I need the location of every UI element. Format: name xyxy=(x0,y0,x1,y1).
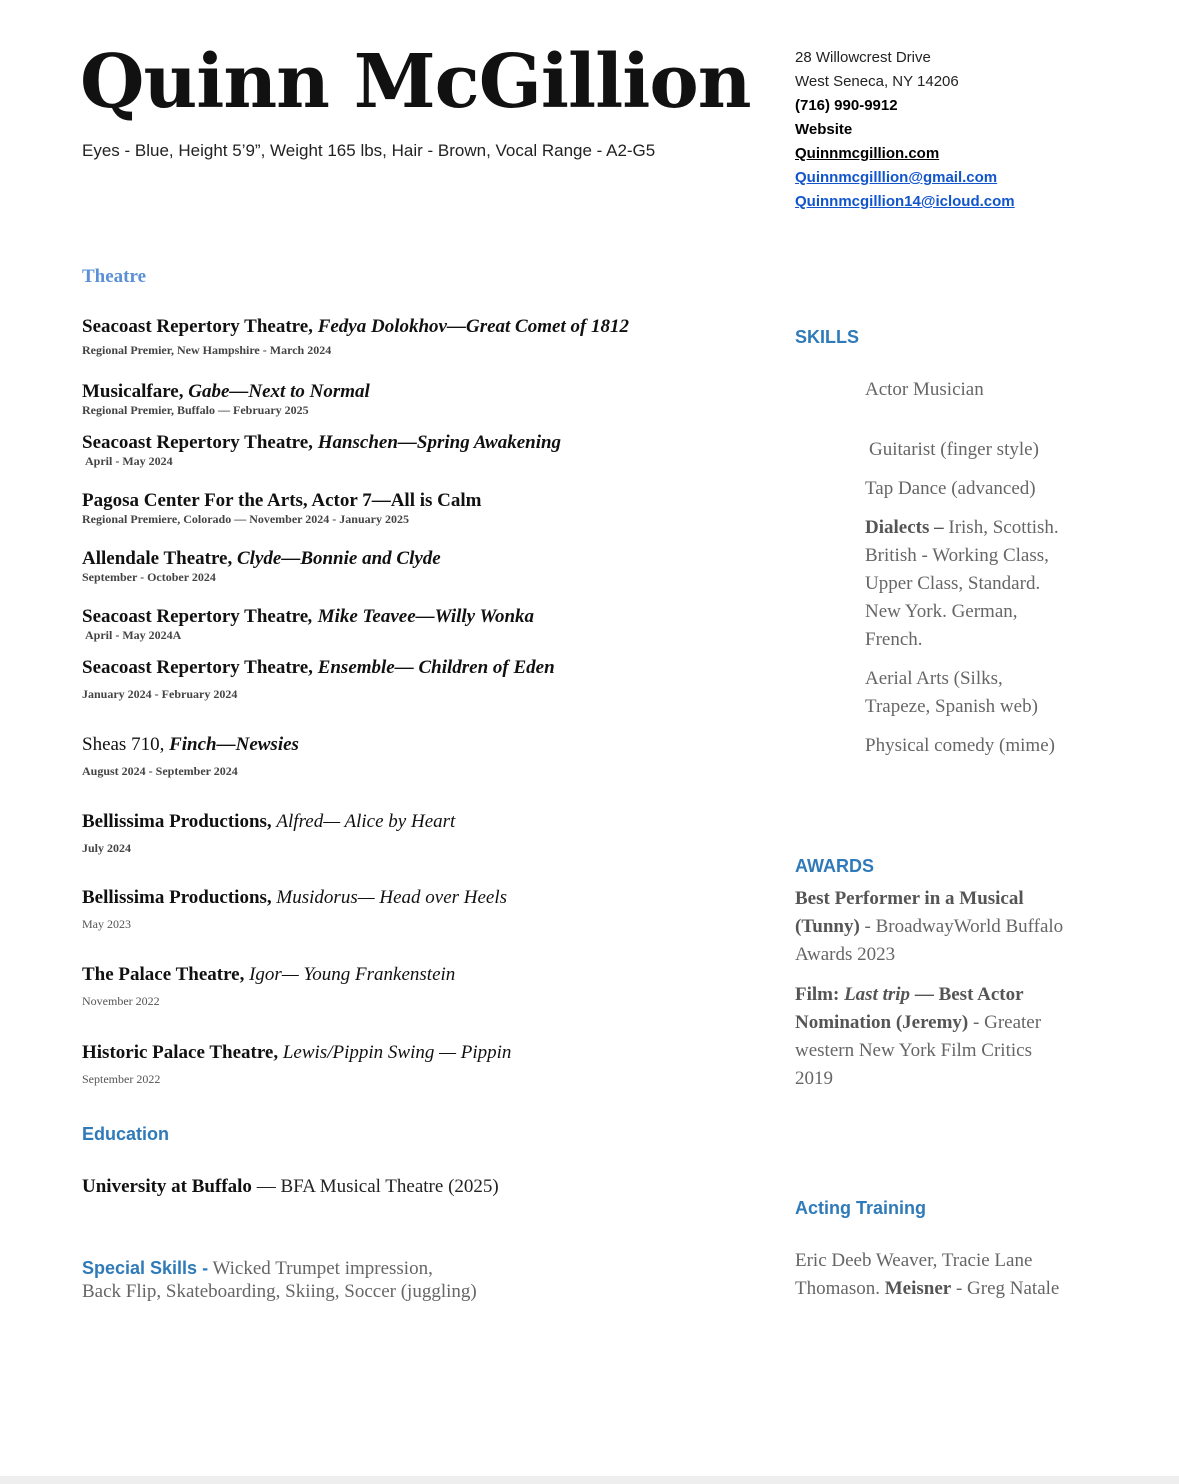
entry-details: September - October 2024 xyxy=(82,569,216,584)
website-link[interactable]: Quinnmcgillion.com xyxy=(795,145,940,162)
special-skills-label: Special Skills - xyxy=(82,1258,209,1278)
entry-role: Fedya Dolokhov—Great Comet of 1812 xyxy=(317,316,630,337)
entry-role: Musidorus— Head over Heels xyxy=(276,887,508,908)
entry-org: Pagosa Center For the Arts, Actor 7—All is Calm xyxy=(82,490,482,511)
skill-aerial-arts: Aerial Arts (Silks, Trapeze, Spanish web) xyxy=(865,668,1038,717)
entry-role: , Mike Teavee—Willy Wonka xyxy=(308,606,535,627)
dialects-label: Dialects – xyxy=(865,517,944,538)
email-link-icloud[interactable]: Quinnmcgillion14@icloud.com xyxy=(795,193,1015,210)
theatre-entry xyxy=(82,606,534,643)
special-skills-line-2: Back Flip, Skateboarding, Skiing, Soccer (juggling) xyxy=(82,1281,477,1302)
skills-heading: SKILLS xyxy=(795,327,860,347)
entry-org: Bellissima Productions, xyxy=(82,811,272,832)
entry-details: Regional Premiere, Colorado — November 2024 - January 2025 xyxy=(82,511,409,526)
entry-role: Lewis/Pippin Swing — Pippin xyxy=(282,1042,512,1063)
entry-org: Bellissima Productions, xyxy=(82,887,272,908)
entry-details: May 2023 xyxy=(82,916,131,931)
entry-role: Ensemble— Children of Eden xyxy=(317,657,555,678)
entry-role: Finch—Newsies xyxy=(169,734,299,755)
entry-org: The Palace Theatre, xyxy=(82,964,245,985)
entry-details: January 2024 - February 2024 xyxy=(82,686,238,701)
skills-list xyxy=(865,376,1065,771)
entry-org: Seacoast Repertory Theatre xyxy=(82,606,309,627)
theatre-entry xyxy=(82,887,507,932)
contact-block xyxy=(795,46,1015,214)
entry-role: Clyde—Bonnie and Clyde xyxy=(237,548,441,569)
entry-details: April - May 2024A xyxy=(85,627,182,642)
entry-org: Historic Palace Theatre, xyxy=(82,1042,279,1063)
entry-details: Regional Premier, New Hampshire - March 2024 xyxy=(82,342,332,357)
awards-list xyxy=(795,885,1070,1105)
physical-stats: Eyes - Blue, Height 5’9”, Weight 165 lbs, Hair - Brown, Vocal Range - A2-G5 xyxy=(82,141,656,160)
entry-role: Alfred— Alice by Heart xyxy=(276,811,456,832)
entry-role: Igor— Young Frankenstein xyxy=(249,964,456,985)
skill-physical-comedy: Physical comedy (mime) xyxy=(865,735,1055,756)
phone-number: (716) 990-9912 xyxy=(795,97,898,114)
entry-org: Allendale Theatre, xyxy=(82,548,233,569)
school-name: University at Buffalo xyxy=(82,1176,252,1197)
theatre-entry xyxy=(82,734,299,779)
skill-tap-dance: Tap Dance (advanced) xyxy=(865,478,1036,499)
entry-org: Seacoast Repertory Theatre, xyxy=(82,432,313,453)
candidate-name: Quinn McGillion xyxy=(80,39,751,125)
theatre-entry xyxy=(82,432,561,469)
special-skills-line-1: Wicked Trumpet impression, xyxy=(208,1258,433,1279)
email-link-gmail[interactable]: Quinnmcgilllion@gmail.com xyxy=(795,169,998,186)
entry-details: April - May 2024 xyxy=(85,453,173,468)
meisner-label: Meisner xyxy=(884,1278,952,1299)
entry-org: Seacoast Repertory Theatre, xyxy=(82,316,313,337)
address-line-1: 28 Willowcrest Drive xyxy=(795,49,931,66)
entry-details: September 2022 xyxy=(82,1071,161,1086)
degree: — BFA Musical Theatre (2025) xyxy=(251,1176,499,1197)
entry-org: Sheas 710, xyxy=(82,734,165,755)
theatre-entry xyxy=(82,548,441,585)
entry-org: Musicalfare, xyxy=(82,381,184,402)
dialects-list: Irish, Scottish. British - Working Class, Upper Class, Standard. New York. German, French. xyxy=(865,517,1059,650)
entry-details: November 2022 xyxy=(82,993,160,1008)
education-heading: Education xyxy=(82,1124,170,1144)
address-line-2: West Seneca, NY 14206 xyxy=(795,73,959,90)
skill-dialects xyxy=(865,514,1065,654)
acting-training-text: Eric Deeb Weaver, Tracie Lane Thomason. Meisner - Greg Natale xyxy=(795,1250,1060,1299)
award-item: Best Performer in a Musical (Tunny) - BroadwayWorld Buffalo Awards 2023 xyxy=(795,888,1064,965)
award-item: Film: Last trip — Best Actor Nomination (Jeremy) - Greater western New York Film Critics 2019 xyxy=(795,984,1042,1089)
awards-heading: AWARDS xyxy=(795,856,875,876)
website-label: Website xyxy=(795,121,853,138)
theatre-entry xyxy=(82,1042,511,1087)
theatre-entry xyxy=(82,964,455,1009)
theatre-entry xyxy=(82,657,555,702)
theatre-entry xyxy=(82,381,370,418)
acting-training-heading: Acting Training xyxy=(795,1198,927,1218)
skill-actor-musician: Actor Musician xyxy=(865,379,984,400)
entry-role: Hanschen—Spring Awakening xyxy=(317,432,562,453)
entry-role: Gabe—Next to Normal xyxy=(188,381,370,402)
entry-org: Seacoast Repertory Theatre, xyxy=(82,657,313,678)
skill-guitarist: Guitarist (finger style) xyxy=(869,439,1039,460)
entry-details: July 2024 xyxy=(82,840,132,855)
theatre-heading: Theatre xyxy=(82,266,147,287)
education-entry xyxy=(82,1176,499,1198)
entry-details: August 2024 - September 2024 xyxy=(82,763,238,778)
page-bottom-divider xyxy=(0,1476,1179,1484)
entry-details: Regional Premier, Buffalo — February 2025 xyxy=(82,402,309,417)
special-skills xyxy=(82,1257,477,1303)
theatre-entry xyxy=(82,490,481,527)
theatre-entry xyxy=(82,316,629,358)
theatre-entry xyxy=(82,811,455,856)
